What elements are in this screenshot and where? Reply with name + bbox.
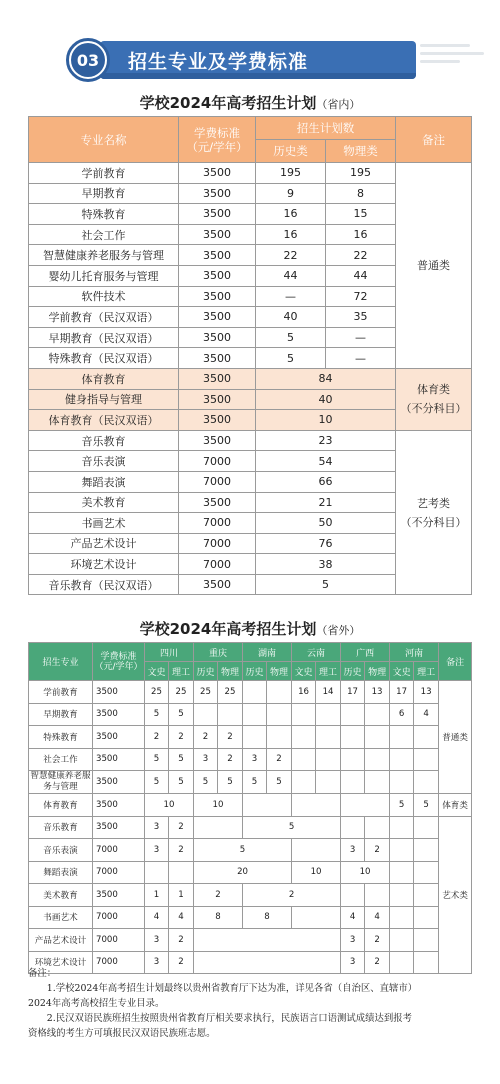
table-row: 学前教育 3500 25 25 25 25 16 14 17 13 17 13 普通类 <box>29 681 472 704</box>
table-row: 特殊教育 3500 2 2 2 2 <box>29 726 472 749</box>
header-sub: 历史 <box>341 662 365 681</box>
header-sub: 理工 <box>316 662 341 681</box>
header-sub: 理工 <box>169 662 194 681</box>
note-2b: 资格线的考生方可填报民汉双语民族班志愿。 <box>28 1028 216 1039</box>
header-sub: 文史 <box>145 662 169 681</box>
table-row: 音乐教育 3500 3 2 5 艺术类 <box>29 816 472 839</box>
header-note: 备注 <box>396 117 472 163</box>
table-row: 舞蹈表演 7000 66 <box>29 471 472 492</box>
table-row: 书画艺术 7000 4 4 8 8 4 4 <box>29 906 472 929</box>
table-row: 音乐教育 3500 23 艺考类 （不分科目） <box>29 430 472 451</box>
table-row: 健身指导与管理 3500 40 <box>29 389 472 410</box>
header-physics: 物理类 <box>326 140 396 163</box>
notes <box>28 966 473 1041</box>
group-art: 艺考类 （不分科目） <box>396 430 472 595</box>
header-sub: 历史 <box>243 662 267 681</box>
table-row: 早期教育（民汉双语） 3500 5 — <box>29 327 472 348</box>
table-row: 产品艺术设计 7000 76 <box>29 533 472 554</box>
table-row: 早期教育 3500 9 8 <box>29 183 472 204</box>
table-row: 特殊教育（民汉双语） 3500 5 — <box>29 348 472 369</box>
header-province: 云南 <box>292 643 341 662</box>
table-row: 音乐表演 7000 3 2 5 3 2 <box>29 839 472 862</box>
in-province-plan-table <box>28 116 472 595</box>
header-major: 招生专业 <box>29 643 93 681</box>
header-note: 备注 <box>439 643 472 681</box>
table-row: 社会工作 3500 5 5 3 2 3 2 <box>29 748 472 771</box>
table-row: 智慧健康养老服务与管理 3500 22 22 <box>29 245 472 266</box>
group-general: 普通类 <box>439 681 472 794</box>
group-pe: 体育类 （不分科目） <box>396 368 472 430</box>
section2-title: 学校2024年高考招生计划（省外） <box>139 620 361 638</box>
table-row: 学前教育 3500 195 195 普通类 <box>29 163 472 184</box>
header-province: 河南 <box>390 643 439 662</box>
header-fee: 学费标准（元/学年） <box>93 643 145 681</box>
section-banner <box>66 38 416 82</box>
table-row: 音乐教育（民汉双语） 3500 5 <box>29 574 472 595</box>
table-row: 早期教育 3500 5 5 6 4 <box>29 703 472 726</box>
note-2a: 2.民汉双语民族班招生按照贵州省教育厅相关要求执行，民族语言口语测试成绩达到报考 <box>46 1013 412 1024</box>
table-row: 体育教育 3500 84 体育类 （不分科目） <box>29 368 472 389</box>
table-row: 学前教育（民汉双语） 3500 40 35 <box>29 307 472 328</box>
header-province: 重庆 <box>194 643 243 662</box>
group-art: 艺术类 <box>439 816 472 974</box>
decorative-lines <box>420 44 484 74</box>
header-sub: 物理 <box>267 662 292 681</box>
table-row: 书画艺术 7000 50 <box>29 513 472 534</box>
table-row: 体育教育 3500 10 10 5 5 体育类 <box>29 794 472 817</box>
header-major: 专业名称 <box>29 117 179 163</box>
group-pe: 体育类 <box>439 794 472 817</box>
table-row: 体育教育（民汉双语） 3500 10 <box>29 410 472 431</box>
header-province: 四川 <box>145 643 194 662</box>
section1-title: 学校2024年高考招生计划（省内） <box>139 94 361 112</box>
table-row: 特殊教育 3500 16 15 <box>29 204 472 225</box>
table-row: 社会工作 3500 16 16 <box>29 224 472 245</box>
note-1b: 2024年高考高校招生专业目录。 <box>28 998 165 1009</box>
header-sub: 历史 <box>194 662 218 681</box>
table-row: 环境艺术设计 7000 3 2 3 2 <box>29 951 472 974</box>
table-row: 婴幼儿托育服务与管理 3500 44 44 <box>29 265 472 286</box>
table-row: 美术教育 3500 1 1 2 2 <box>29 884 472 907</box>
header-fee: 学费标准（元/学年） <box>179 117 256 163</box>
header-sub: 物理 <box>218 662 243 681</box>
table-row: 软件技术 3500 — 72 <box>29 286 472 307</box>
header-sub: 文史 <box>390 662 414 681</box>
header-province: 广西 <box>341 643 390 662</box>
header-sub: 文史 <box>292 662 316 681</box>
header-sub: 物理 <box>365 662 390 681</box>
notes-label: 备注： <box>28 968 57 979</box>
table-row: 舞蹈表演 7000 20 10 10 <box>29 861 472 884</box>
table-row: 音乐表演 7000 54 <box>29 451 472 472</box>
section-number-badge <box>66 38 110 82</box>
header-province: 湖南 <box>243 643 292 662</box>
header-sub: 理工 <box>414 662 439 681</box>
section-number: 03 <box>71 43 105 77</box>
table-row: 环境艺术设计 7000 38 <box>29 554 472 575</box>
out-province-plan-table <box>28 642 472 974</box>
header-history: 历史类 <box>256 140 326 163</box>
banner-title: 招生专业及学费标准 <box>128 51 309 73</box>
note-1a: 1.学校2024年高考招生计划最终以贵州省教育厅下达为准，详见各省（自治区、直辖市） <box>46 983 418 994</box>
table-row: 产品艺术设计 7000 3 2 3 2 <box>29 929 472 952</box>
table-row: 智慧健康养老服务与管理 3500 5 5 5 5 5 5 <box>29 771 472 794</box>
table-row: 美术教育 3500 21 <box>29 492 472 513</box>
header-plan: 招生计划数 <box>256 117 396 140</box>
group-general: 普通类 <box>396 163 472 369</box>
